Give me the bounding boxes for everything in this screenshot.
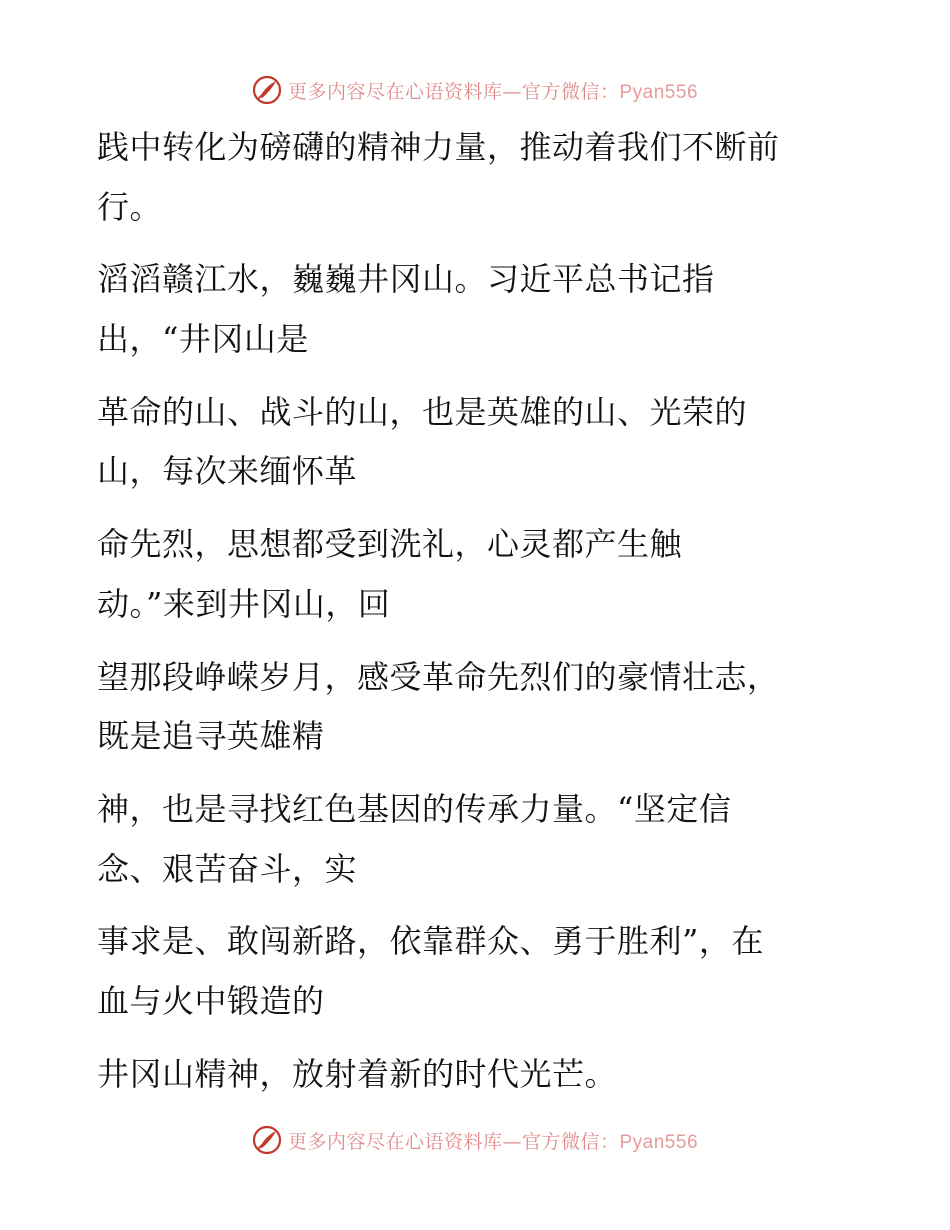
body-line: 革命的山、战斗的山，也是英雄的山、光荣的 — [97, 393, 748, 431]
body-line: 践中转化为磅礴的精神力量，推动着我们不断前 — [97, 128, 780, 166]
body-line: 滔滔赣江水，巍巍井冈山。习近平总书记指 — [97, 260, 715, 298]
body-line: 动。”来到井冈山，回 — [97, 585, 391, 623]
header-watermark-label: 更多内容尽在心语资料库—官方微信： — [287, 80, 620, 103]
body-line: 望那段峥嵘岁月，感受革命先烈们的豪情壮志， — [97, 658, 780, 696]
body-line: 井冈山精神，放射着新的时代光芒。 — [97, 1055, 618, 1093]
body-line: 出，“井冈山是 — [97, 320, 309, 358]
footer-watermark-text — [288, 1127, 698, 1154]
feather-pen-logo-icon — [252, 1125, 282, 1155]
header-wechat-id: Pyan556 — [619, 81, 699, 103]
footer-wechat-id: Pyan556 — [619, 1131, 699, 1153]
footer-watermark-label: 更多内容尽在心语资料库—官方微信： — [287, 1130, 620, 1153]
body-line: 念、艰苦奋斗，实 — [97, 850, 358, 888]
body-line: 既是追寻英雄精 — [97, 717, 325, 755]
body-line: 行。 — [97, 188, 163, 226]
body-line: 血与火中锻造的 — [97, 982, 325, 1020]
body-line: 山，每次来缅怀革 — [97, 452, 358, 490]
body-line: 事求是、敢闯新路，依靠群众、勇于胜利”，在 — [97, 922, 764, 960]
footer-watermark — [0, 1120, 950, 1160]
body-line: 神，也是寻找红色基因的传承力量。“坚定信 — [97, 790, 732, 828]
body-line: 命先烈，思想都受到洗礼，心灵都产生触 — [97, 525, 683, 563]
